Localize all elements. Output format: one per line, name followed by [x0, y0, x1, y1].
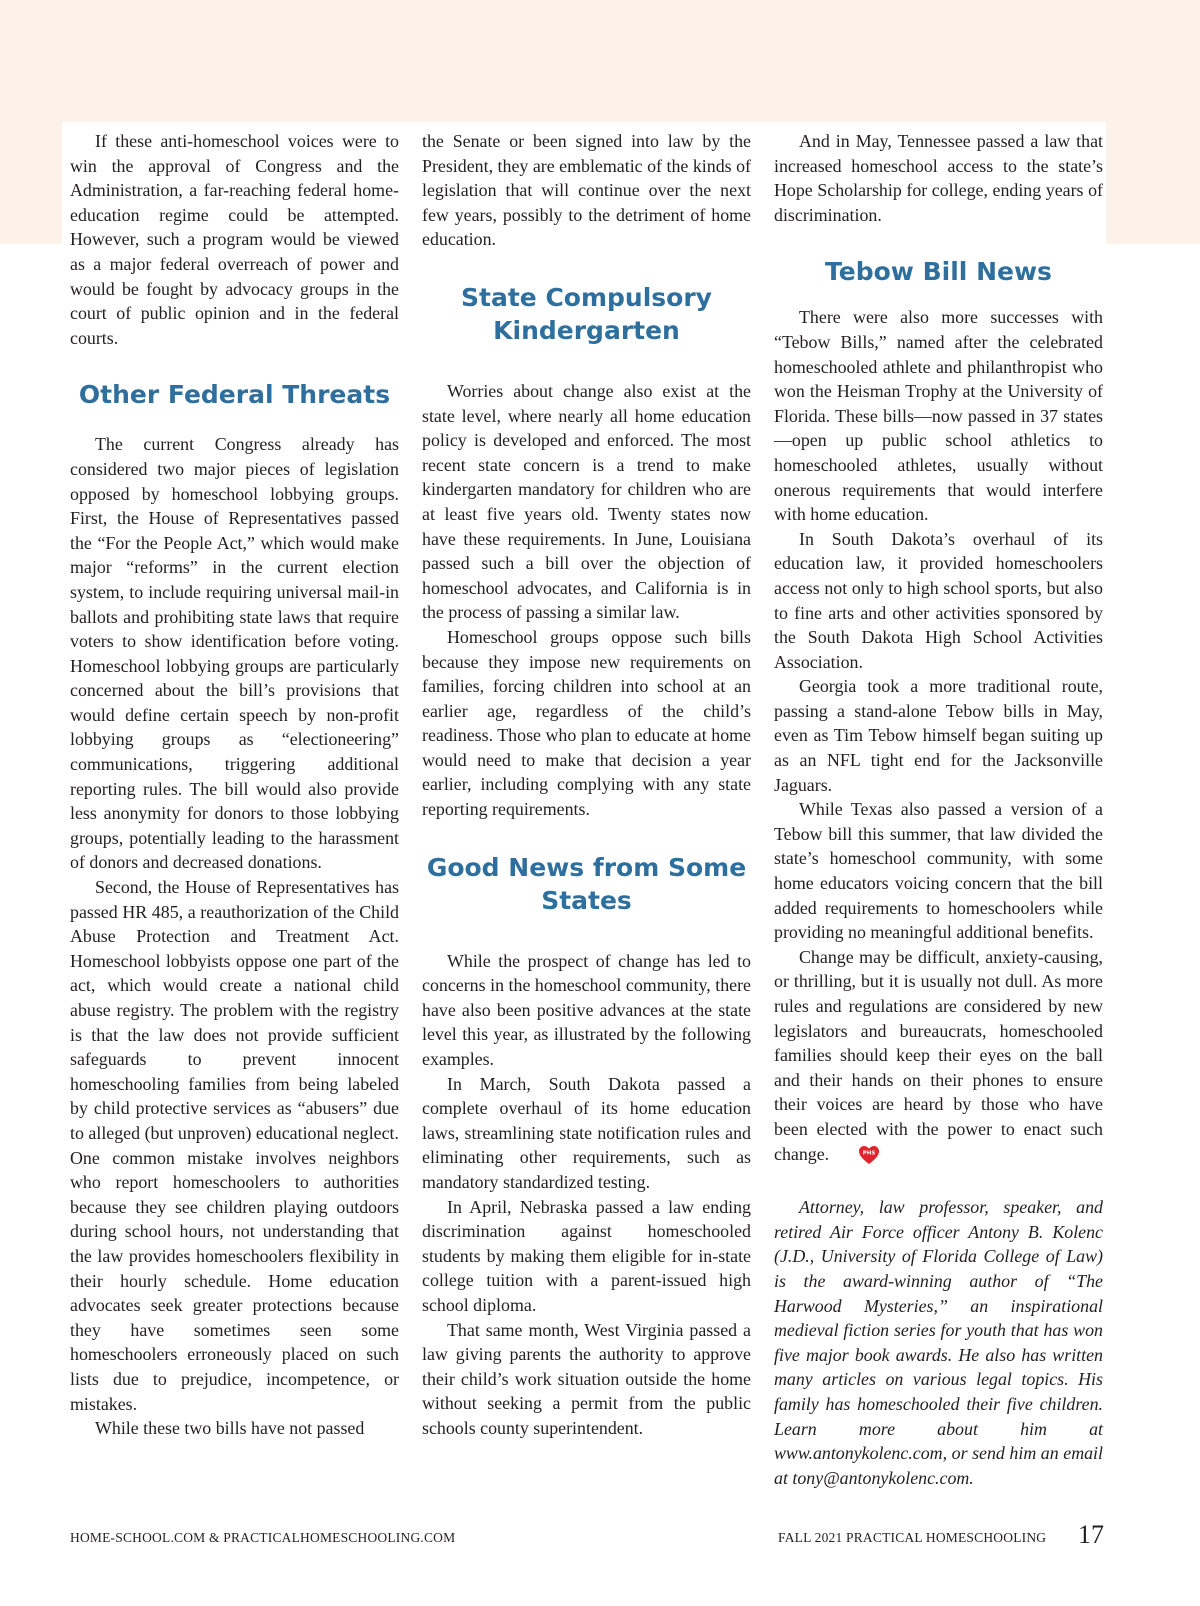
paragraph: While these two bills have not passed — [95, 1418, 365, 1439]
column-2 — [422, 129, 751, 1441]
paragraph: In South Dakota’s overhaul of its education law, it provided homeschoolers access not only to high school sports, but also to fine arts and other activities sponsored by the South Dakota High School Activities Association. — [774, 528, 1103, 672]
footer-issue: FALL 2021 PRACTICAL HOMESCHOOLING — [778, 1530, 1047, 1545]
paragraph: the Senate or been signed into law by the President, they are emblematic of the kinds of legislation that will continue over the next few years, possibly to the detriment of home education. — [422, 131, 751, 250]
paragraph: If these anti-homeschool voices were to win the approval of Congress and the Administration, a far-reaching federal home-education regime could be attempted. However, such a program would be viewed as a major federal overreach of power and would be fought by advocacy groups in the court of public opinion and in the federal courts. — [70, 131, 399, 348]
paragraph-final — [774, 945, 1103, 1171]
paragraph: While Texas also passed a version of a Tebow bill this summer, that law divided the state’s homeschool community, with some home educators voicing concern that the bill added requirements to homeschoolers while providing no meaningful additional benefits. — [774, 799, 1103, 943]
paragraph: In March, South Dakota passed a complete overhaul of its home education laws, streamlining state notification rules and eliminating other requirements, such as mandatory standardized testing. — [422, 1073, 751, 1192]
column-3 — [774, 129, 1103, 1490]
paragraph: And in May, Tennessee passed a law that increased homeschool access to the state’s Hope Scholarship for college, ending years of discrimination. — [774, 131, 1103, 225]
paragraph: Georgia took a more traditional route, passing a stand-alone Tebow bills in May, even as Tim Tebow himself began suiting up as an NFL tight end for the Jacksonville Jaguars. — [774, 676, 1103, 795]
paragraph: In April, Nebraska passed a law ending discrimination against homeschooled students by making them eligible for in-state college tuition with a parent-issued high school diploma. — [422, 1196, 751, 1315]
paragraph: While the prospect of change has led to concerns in the homeschool community, there have also been positive advances at the state level this year, as illustrated by the following examples. — [422, 950, 751, 1070]
phs-heart-text: PHS — [862, 1150, 876, 1157]
paragraph: That same month, West Virginia passed a law giving parents the authority to approve their child’s work situation outside the home without seeking a permit from the public schools county superintendent. — [422, 1319, 751, 1438]
heading-tebow-bill-news: Tebow Bill News — [825, 257, 1052, 287]
paragraph: Worries about change also exist at the state level, where nearly all home education policy is developed and enforced. The most recent state concern is a trend to make kindergarten mandatory for children who are at least five years old. Twenty states now have these requirements. In June, Louisiana passed such a bill over the objection of homeschool advocates, and California is in the process of passing a similar law. — [422, 380, 751, 623]
page-number: 17 — [1078, 1520, 1104, 1549]
author-bio: Attorney, law professor, speaker, and retired Air Force officer Antony B. Kolenc (J.D., University of Florida College of Law) is the award-winning author of “The Harwood Mysteries,” an inspirational medieval fiction series for youth that has won five major book awards. He also has written many articles on various legal topics. His family has homeschooled their five children. Learn more about him at www.antonykolenc.com, or send him an email at tony@antonykolenc.com. — [774, 1197, 1103, 1488]
paragraph: Second, the House of Representatives has passed HR 485, a reauthorization of the Child Abuse Protection and Treatment Act. Homeschool lobbyists oppose one part of the act, which would create a national child abuse registry. The problem with the registry is that the law does not provide sufficient safeguards to prevent innocent homeschooling families from being labeled by child protective services as “abusers” due to alleged (but unproven) educational neglect. One common mistake involves neighbors who report homeschoolers to authorities because they see children playing outdoors during school hours, not understanding that the law provides homeschoolers flexibility in their hourly schedule. Home education advocates seek greater protections because they have sometimes seen some homeschoolers erroneously placed on such lists due to prejudice, incompetence, or mistakes. — [70, 877, 399, 1414]
paragraph-final-text: Change may be difficult, anxiety-causing, or thrilling, but it is usually not dull. As more rules and regulations are considered by new legislators and bureaucrats, homeschooled families should keep their eyes on the ball and their hands on their phones to ensure their voices are heard by those who have been elected with the power to enact such change. — [774, 946, 1103, 1164]
paragraph: The current Congress already has considered two major pieces of legislation opposed by homeschool lobbying groups. First, the House of Representatives passed the “For the People Act,” which would make major “reforms” in the current election system, to include requiring universal mail-in ballots and prohibiting state laws that require voters to show identification before voting. Homeschool lobbying groups are particularly concerned about the bill’s provisions that would define certain speech by non-profit lobbying groups as “electioneering” communications, triggering additional reporting rules. The bill would also provide less anonymity for donors to those lobbying groups, potentially leading to the harassment of donors and decreased donations. — [70, 434, 399, 873]
column-1 — [70, 129, 399, 1441]
paragraph: There were also more successes with “Tebow Bills,” named after the celebrated homeschooled athlete and philanthropist who won the Heisman Trophy at the University of Florida. These bills—now passed in 37 states—open up public school athletics to homeschooled athletes, usually without onerous requirements that would interfere with home education. — [774, 307, 1103, 525]
paragraph: Homeschool groups oppose such bills because they impose new requirements on families, forcing children into school at an earlier age, regardless of the child’s readiness. Those who plan to educate at home would need to make that decision a year earlier, including complying with any state reporting requirements. — [422, 626, 751, 820]
footer-website: HOME-SCHOOL.COM & PRACTICALHOMESCHOOLING.COM — [70, 1530, 456, 1545]
heading-good-news-from-some-states: Good News from Some States — [426, 852, 747, 915]
phs-heart-icon — [833, 1145, 880, 1172]
heading-other-federal-threats: Other Federal Threats — [78, 380, 391, 410]
heading-state-compulsory-kindergarten: State Compulsory Kindergarten — [461, 282, 712, 345]
